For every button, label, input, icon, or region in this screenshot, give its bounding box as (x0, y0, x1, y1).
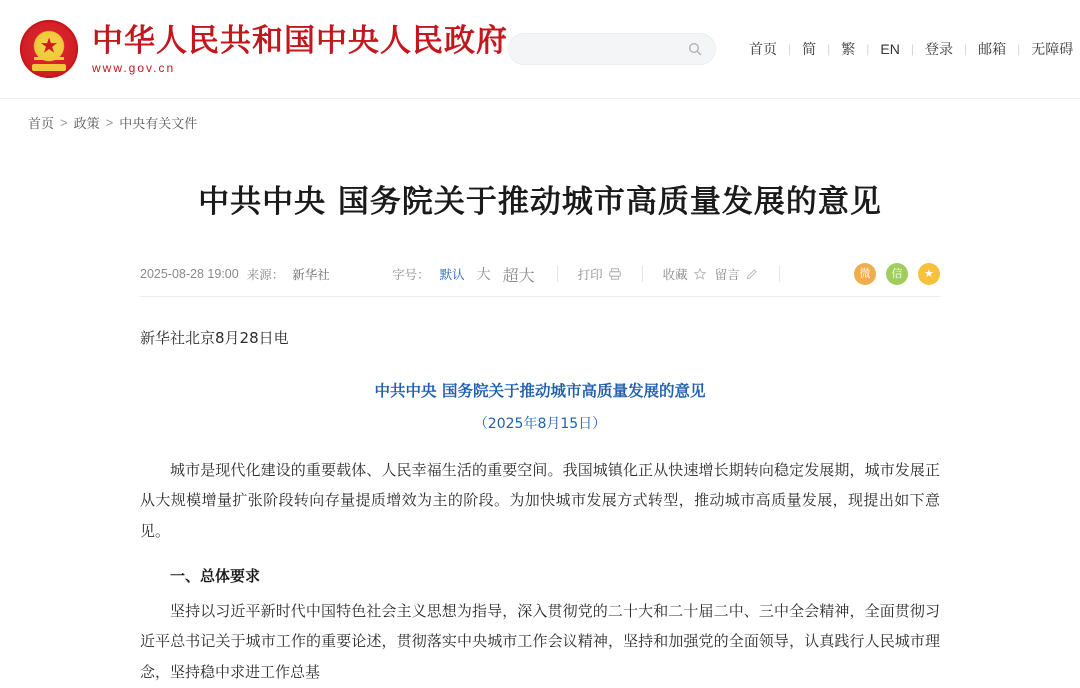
article (140, 145, 940, 688)
article-body (140, 323, 940, 687)
site-title: 中华人民共和国中央人民政府 (92, 22, 508, 59)
fontsize-option-large[interactable]: 大 (476, 266, 491, 283)
wechat-share-icon[interactable]: 信 (886, 263, 908, 285)
nav-item-mail[interactable]: 邮箱 (978, 41, 1007, 57)
breadcrumb (0, 98, 1080, 145)
nav-item-english[interactable]: EN (880, 41, 900, 57)
nav-separator: | (963, 42, 968, 56)
nav-separator: | (910, 42, 914, 56)
nav-separator: | (1017, 42, 1021, 56)
site-header (0, 0, 1080, 98)
breadcrumb-item-central-documents[interactable]: 中央有关文件 (119, 115, 198, 131)
fontsize-option-default[interactable]: 默认 (439, 268, 465, 283)
nav-item-login[interactable]: 登录 (924, 41, 953, 57)
national-emblem-icon (20, 20, 78, 78)
nav-separator: | (788, 42, 792, 56)
meta-left (140, 265, 330, 283)
pencil-icon (745, 267, 759, 281)
article-meta-bar (140, 252, 940, 297)
nav-separator: | (827, 42, 831, 56)
fontsize-label: 字号： (392, 268, 430, 283)
paragraph: 坚持以习近平新时代中国特色社会主义思想为指导，深入贯彻党的二十大和二十届二中、三中全会精神，全面贯彻习近平总书记关于城市工作的重要论述，贯彻落实中央城市工作会议精神，坚持和加强党的全面领导，认真践行人民城市理念，坚持稳中求进工作总基 (140, 601, 940, 682)
breadcrumb-separator: > (105, 114, 114, 130)
nav-item-traditional[interactable]: 繁 (841, 41, 856, 57)
divider (779, 266, 780, 282)
breadcrumb-item-policy[interactable]: 政策 (73, 115, 100, 131)
nav-separator: | (866, 42, 870, 56)
star-icon (693, 267, 707, 281)
print-label: 打印 (577, 268, 603, 283)
fontsize-option-xlarge[interactable]: 超大 (502, 267, 535, 285)
source-name: 新华社 (292, 268, 330, 283)
print-button[interactable] (578, 265, 622, 283)
comment-button[interactable] (715, 265, 759, 283)
qzone-share-icon[interactable]: ★ (918, 263, 940, 285)
weibo-share-icon[interactable]: 微 (854, 263, 876, 285)
search-box[interactable] (508, 33, 716, 65)
comment-label: 留言 (714, 268, 740, 283)
section-heading: 一、总体要求 (170, 566, 261, 585)
document-inner-title: 中共中央 国务院关于推动城市高质量发展的意见 (374, 382, 706, 401)
paragraph: 城市是现代化建设的重要载体、人民幸福生活的重要空间。我国城镇化正从快速增长期转向稳定发展期，城市发展正从大规模增量扩张阶段转向存量提质增效为主的阶段。为加快城市发展方式转型，推动城市高质量发展，现提出如下意见。 (140, 460, 940, 541)
brand-text (92, 24, 508, 74)
source-label: 来源： (246, 268, 285, 283)
meta-center (392, 263, 792, 286)
site-url: www.gov.cn (92, 61, 176, 76)
search-icon[interactable] (687, 41, 703, 57)
favorite-button[interactable] (663, 265, 707, 283)
nav-item-home[interactable]: 首页 (749, 41, 777, 57)
share-buttons (854, 263, 940, 285)
divider (642, 266, 643, 282)
dateline: 新华社北京8月28日电 (140, 329, 289, 348)
header-right (508, 33, 1080, 65)
document-inner-date: （2025年8月15日） (473, 415, 607, 432)
header-nav (738, 39, 1080, 59)
breadcrumb-item-home[interactable]: 首页 (28, 115, 55, 131)
site-brand[interactable] (20, 20, 508, 78)
page-title: 中共中央 国务院关于推动城市高质量发展的意见 (198, 184, 882, 220)
search-input[interactable] (507, 41, 687, 58)
favorite-label: 收藏 (662, 268, 688, 283)
publish-datetime: 2025-08-28 19:00 (140, 267, 239, 282)
divider (557, 266, 558, 282)
nav-item-simplified[interactable]: 简 (802, 41, 817, 57)
nav-item-accessibility[interactable]: 无障碍 (1031, 41, 1074, 57)
printer-icon (608, 267, 622, 281)
breadcrumb-separator: > (60, 114, 68, 130)
